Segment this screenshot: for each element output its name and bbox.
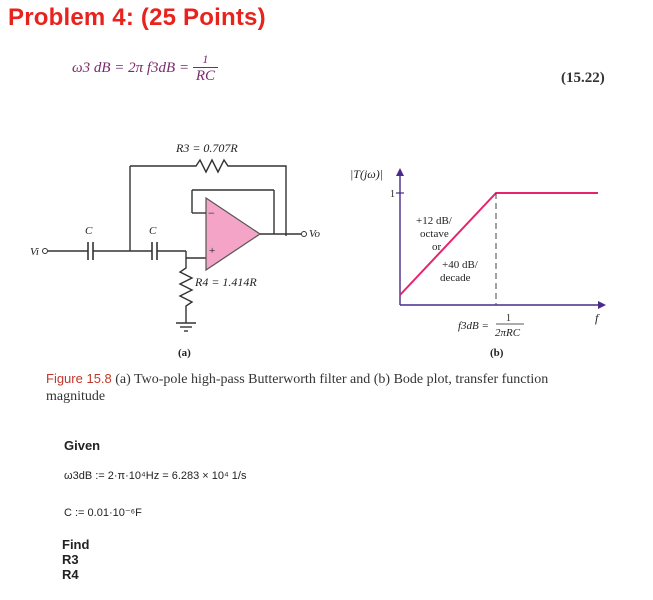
find-item-r4: R4 [62, 567, 79, 582]
equation-fraction [193, 52, 218, 85]
c1-label: C [85, 225, 93, 237]
given-capacitance-line: C := 0.01·10⁻⁶F [64, 507, 142, 519]
r4-resistor [180, 258, 192, 323]
equation-lhs: ω3 dB = 2π f3dB = [72, 59, 190, 76]
f3db-numerator: 1 [506, 313, 511, 324]
bode-ylabel: |T(jω)| [350, 167, 384, 181]
given-omega-line: ω3dB := 2·π·10⁴Hz = 6.283 × 10⁴ 1/s [64, 470, 247, 482]
cutoff-equation [72, 52, 218, 85]
find-item-r3: R3 [62, 552, 79, 567]
r3-label: R3 = 0.707R [176, 141, 238, 155]
equation-number: (15.22) [561, 70, 605, 86]
opamp-minus-sign: − [208, 206, 215, 220]
bode-magnitude-curve [400, 193, 598, 295]
equation-numerator: 1 [193, 52, 218, 68]
vi-terminal [43, 249, 48, 254]
slope-label-40db: +40 dB/ [442, 259, 478, 271]
figure-label: Figure 15.8 [46, 371, 112, 386]
circuit-sublabel: (a) [178, 347, 191, 359]
given-heading: Given [64, 438, 101, 453]
find-section [62, 537, 89, 582]
bode-xlabel: f [595, 311, 599, 325]
slope-label-12db: +12 dB/ [416, 215, 452, 227]
figure-caption [46, 370, 606, 405]
slope-label-decade: decade [440, 272, 471, 284]
f3db-label: f3dB = [458, 320, 489, 332]
f3db-denominator: 2πRC [495, 327, 521, 339]
slope-label-octave: octave [420, 228, 449, 240]
r4-label: R4 = 1.414R [195, 275, 257, 289]
bode-sublabel: (b) [490, 347, 504, 359]
slope-label-or: or [432, 241, 442, 253]
vi-label: Vi [30, 246, 39, 258]
find-heading: Find [62, 537, 90, 552]
vo-terminal [302, 232, 307, 237]
vo-label: Vo [309, 228, 320, 240]
figure-caption-text: (a) Two-pole high-pass Butterworth filter and (b) Bode plot, transfer function magnitude [46, 372, 549, 404]
equation-denominator: RC [195, 68, 216, 84]
problem-title: Problem 4: (25 Points) [8, 4, 266, 31]
c2-label: C [149, 225, 157, 237]
high-pass-filter-circuit [28, 138, 348, 363]
bode-y-tick: 1 [390, 189, 395, 200]
bode-plot [348, 160, 610, 360]
opamp-plus-sign: + [209, 245, 216, 257]
